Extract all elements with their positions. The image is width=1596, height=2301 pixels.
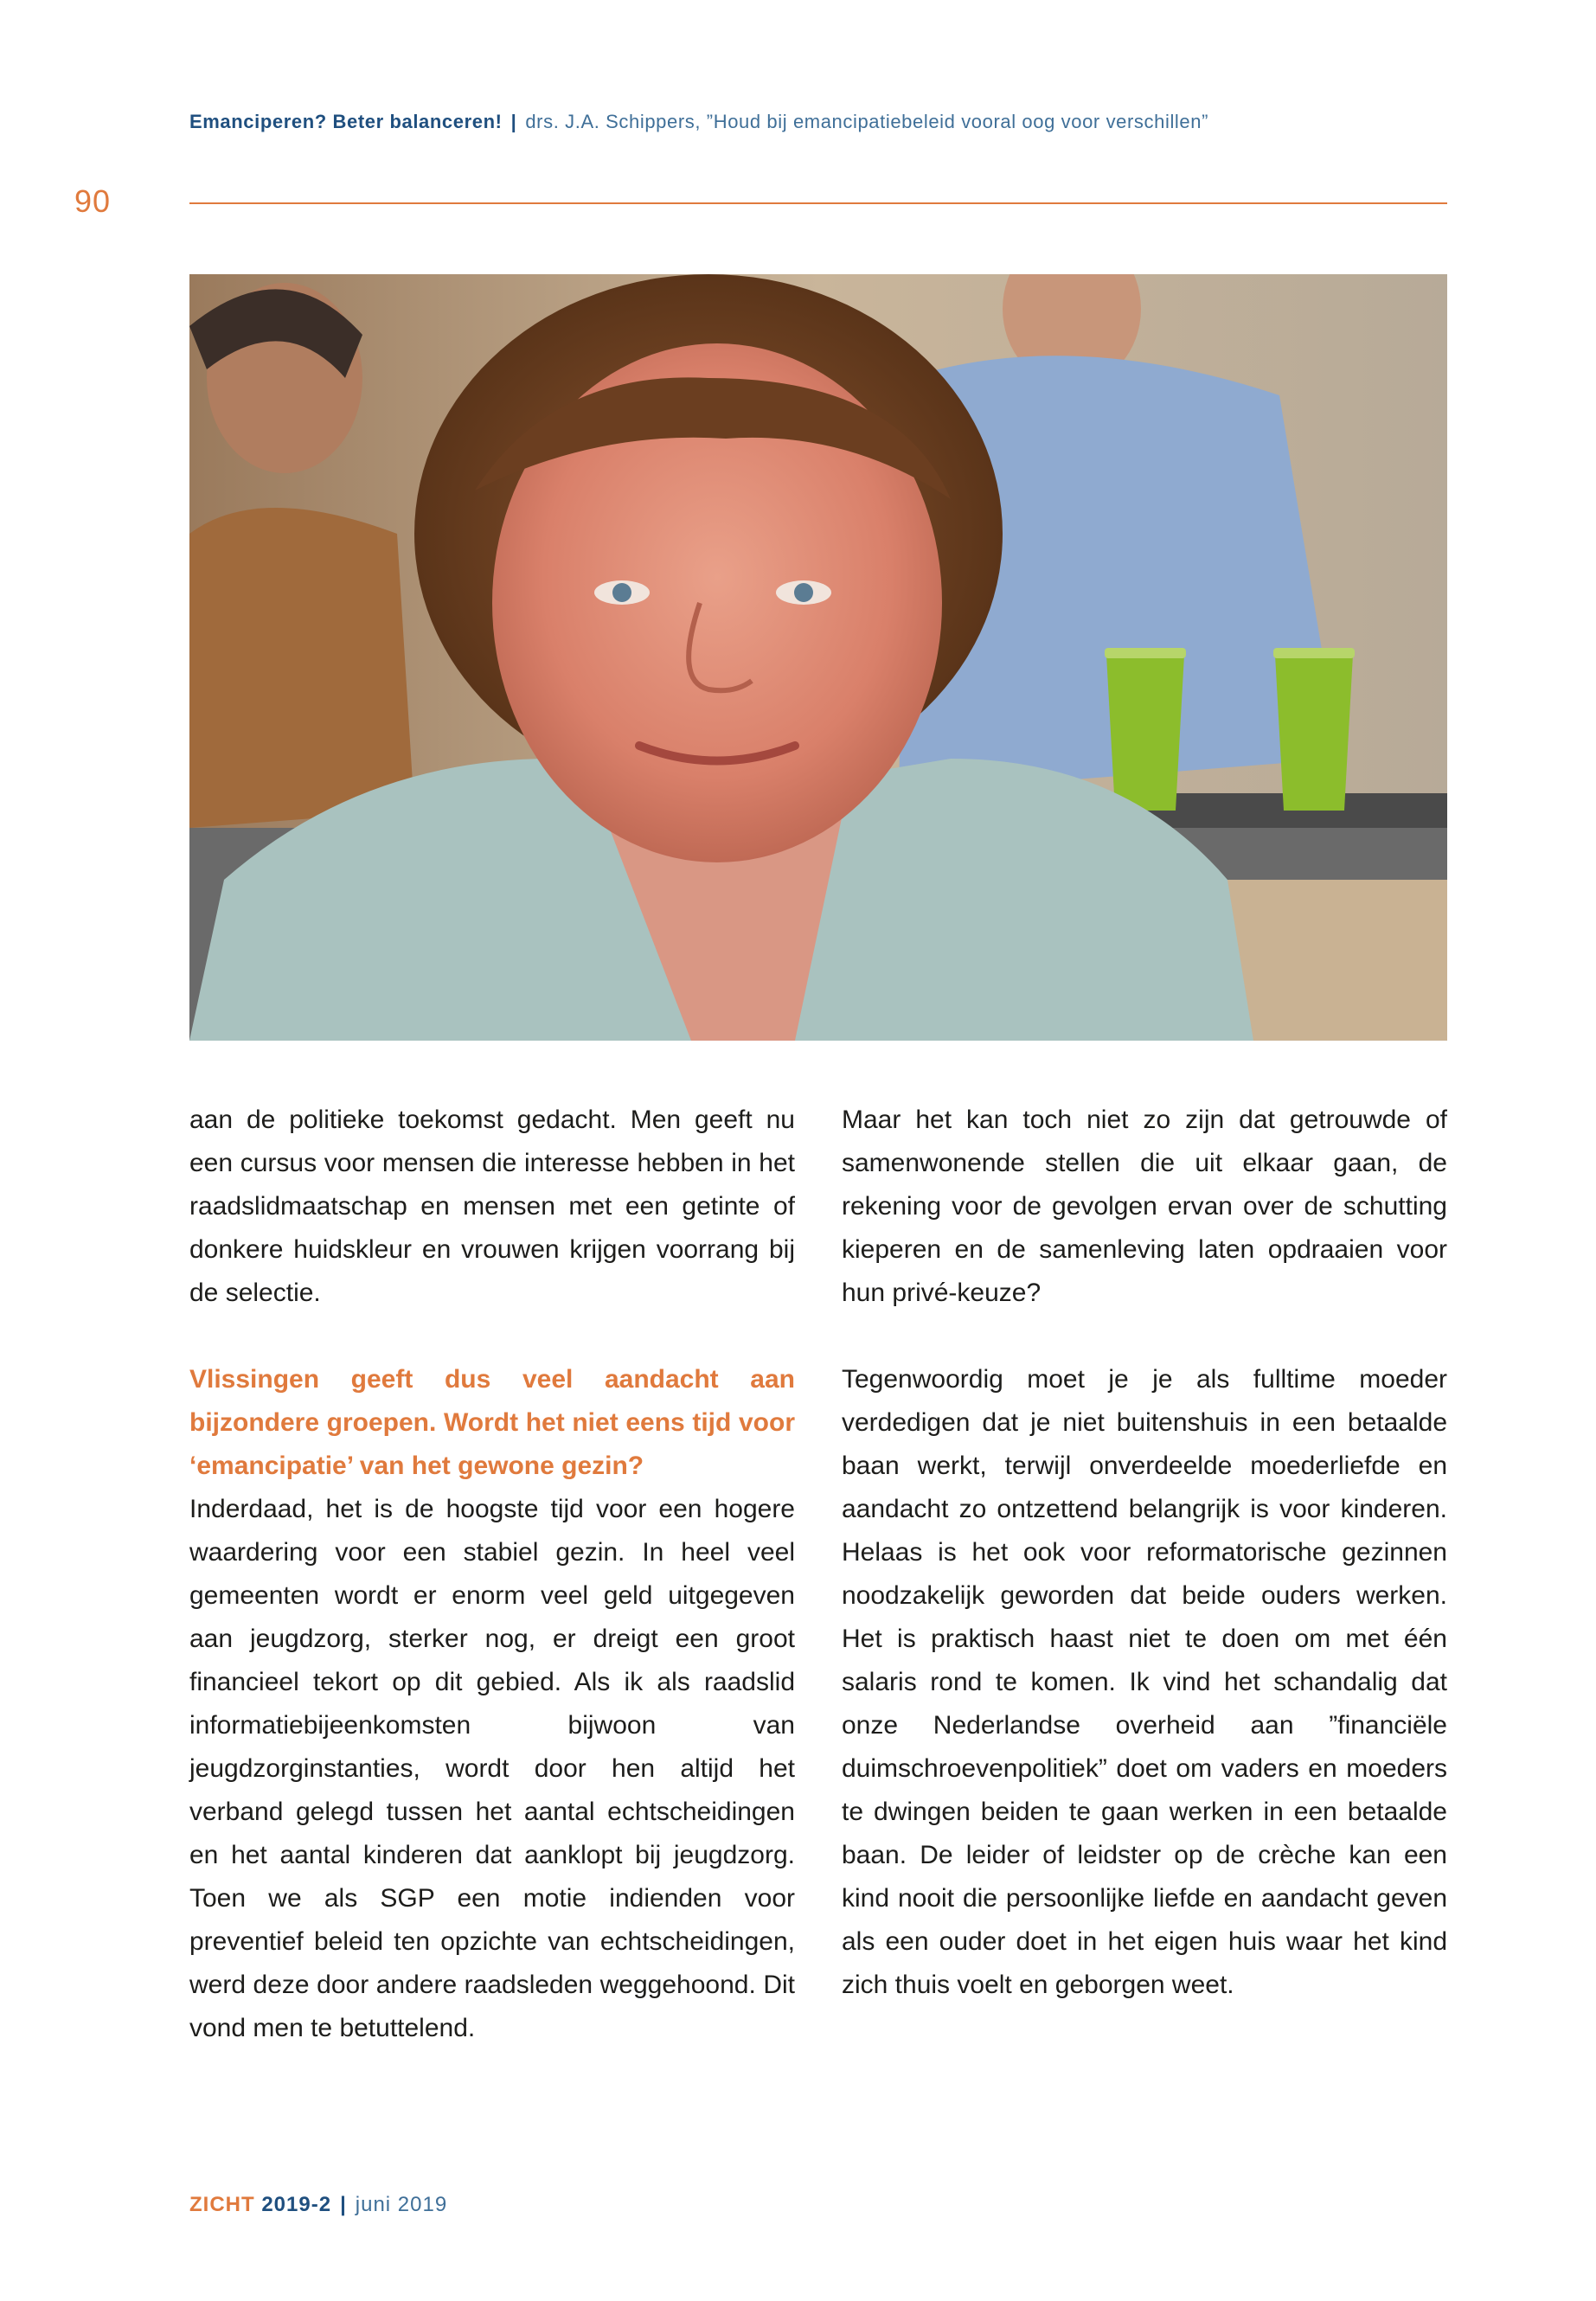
footer-issue: 2019-2: [261, 2193, 332, 2216]
footer-date: juni 2019: [355, 2193, 448, 2216]
answer-paragraph: Inderdaad, het is de hoogste tijd voor een hogere waardering voor een stabiel gezin. In heel veel gemeenten wordt er enorm veel geld uitgegeven aan jeugdzorg, sterker nog, er dreigt een groot financieel tekort op dit gebied. Als ik als raadslid informatiebijeenkomsten bijwoon van jeugdzorginstanties, wordt door hen altijd het verband gelegd tussen het aantal echtscheidingen en het aantal kinderen dat aanklopt bij jeugdzorg. Toen we als SGP een motie indienden voor preventief beleid ten opzichte van echtscheidingen, werd deze door andere raadsleden weggehoond. Dit vond men te betuttelend.: [189, 1495, 795, 2042]
question-paragraph: Vlissingen geeft dus veel aandacht aan bijzondere groepen. Wordt het niet eens tijd voor ‘emancipatie’ van het gewone gezin?: [189, 1365, 795, 1480]
left-column: [189, 1099, 795, 2050]
header-subtitle: drs. J.A. Schippers, ”Houd bij emancipatiebeleid vooral oog voor verschillen”: [525, 111, 1209, 132]
header-rule: [189, 202, 1447, 204]
right-column: [842, 1099, 1447, 2007]
left-intro-paragraph: aan de politieke toekomst gedacht. Men geeft nu een cursus voor mensen die interesse hebben in het raadslidmaatschap en mensen met een getinte of donkere huidskleur en vrouwen krijgen voorrang bij de selectie.: [189, 1106, 795, 1307]
right-paragraph-2: Tegenwoordig moet je je als fulltime moeder verdedigen dat je niet buitenshuis in een betaalde baan werkt, terwijl onverdeelde moederliefde en aandacht zo ontzettend belangrijk is voor kinderen. Helaas is het ook voor reformatorische gezinnen noodzakelijk geworden dat beide ouders werken. Het is praktisch haast niet te doen om met één salaris rond te komen. Ik vind het schandalig dat onze Nederlandse overheid aan ”financiële duimschroevenpolitiek” doet om vaders en moeders te dwingen beiden te gaan werken in een betaalde baan. De leider of leidster op de crèche kan een kind nooit die persoonlijke liefde en aandacht geven als een ouder doet in het eigen huis waar het kind zich thuis voelt en geborgen weet.: [842, 1365, 1447, 1999]
right-paragraph-1: Maar het kan toch niet zo zijn dat getrouwde of samenwonende stellen die uit elkaar gaan, de rekening voor de gevolgen ervan over de schutting kieperen en de samenleving laten opdraaien voor hun privé-keuze?: [842, 1106, 1447, 1307]
footer-magazine: ZICHT: [189, 2193, 255, 2216]
running-header: [189, 111, 1444, 133]
header-title: Emanciperen? Beter balanceren!: [189, 111, 503, 132]
article-photo: [189, 274, 1447, 1041]
header-separator: |: [510, 111, 517, 132]
page-number: 90: [74, 183, 112, 219]
footer-separator: |: [340, 2193, 347, 2216]
page-footer: [189, 2193, 447, 2217]
